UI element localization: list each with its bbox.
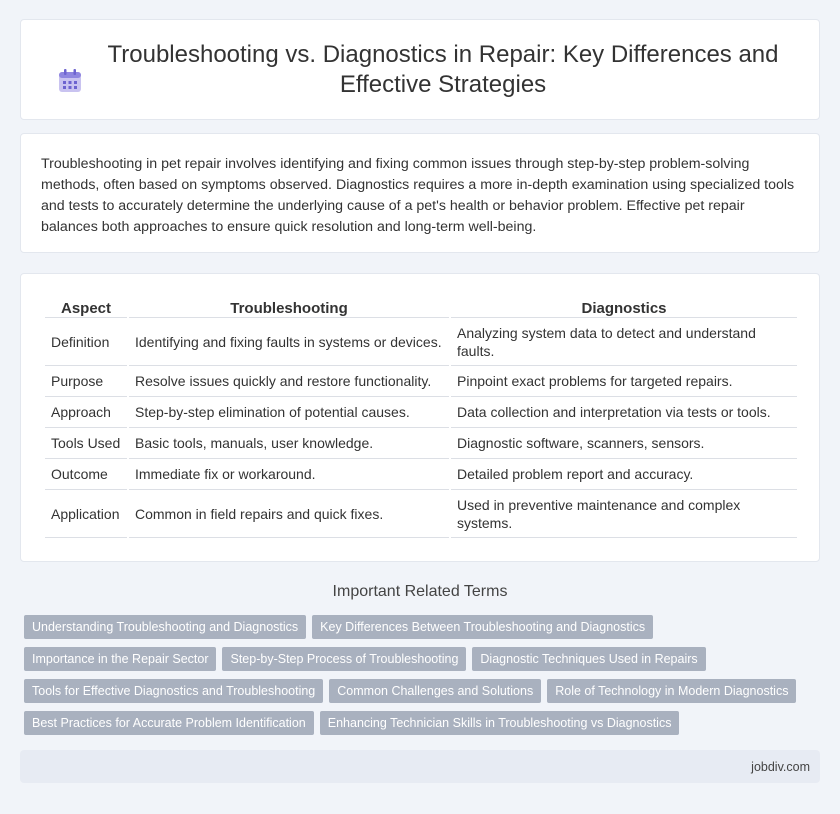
related-terms-list (24, 615, 804, 743)
intro-card (20, 133, 820, 253)
title-wrap (40, 40, 800, 100)
related-term-link[interactable]: Best Practices for Accurate Problem Identification (24, 711, 314, 735)
related-term-link[interactable]: Understanding Troubleshooting and Diagnostics (24, 615, 306, 639)
cell-diagnostics: Diagnostic software, scanners, sensors. (451, 428, 797, 459)
cell-diagnostics: Used in preventive maintenance and complex systems. (451, 490, 797, 538)
related-term-link[interactable]: Step-by-Step Process of Troubleshooting (222, 647, 466, 671)
cell-aspect: Purpose (45, 366, 127, 397)
cell-aspect: Outcome (45, 459, 127, 490)
table-row (45, 459, 797, 490)
header-troubleshooting: Troubleshooting (129, 296, 449, 318)
table-header-row (45, 296, 797, 318)
cell-troubleshooting: Resolve issues quickly and restore functionality. (129, 366, 449, 397)
related-term-link[interactable]: Common Challenges and Solutions (329, 679, 541, 703)
cell-diagnostics: Analyzing system data to detect and understand faults. (451, 318, 797, 366)
cell-aspect: Tools Used (45, 428, 127, 459)
table-row (45, 366, 797, 397)
table-row (45, 397, 797, 428)
related-term-link[interactable]: Diagnostic Techniques Used in Repairs (472, 647, 705, 671)
calendar-icon (57, 68, 83, 94)
table-row (45, 428, 797, 459)
comparison-card (20, 273, 820, 562)
cell-troubleshooting: Basic tools, manuals, user knowledge. (129, 428, 449, 459)
related-term-link[interactable]: Tools for Effective Diagnostics and Troubleshooting (24, 679, 323, 703)
page-title: Troubleshooting vs. Diagnostics in Repair: Key Differences and Effective Strategies (107, 40, 779, 98)
related-term-link[interactable]: Importance in the Repair Sector (24, 647, 216, 671)
related-term-link[interactable]: Enhancing Technician Skills in Troubleshooting vs Diagnostics (320, 711, 680, 735)
cell-aspect: Definition (45, 318, 127, 366)
cell-troubleshooting: Immediate fix or workaround. (129, 459, 449, 490)
cell-troubleshooting: Step-by-step elimination of potential causes. (129, 397, 449, 428)
table-row (45, 490, 797, 538)
header-card (20, 19, 820, 120)
header-aspect: Aspect (45, 296, 127, 318)
cell-troubleshooting: Identifying and fixing faults in systems or devices. (129, 318, 449, 366)
related-term-link[interactable]: Role of Technology in Modern Diagnostics (547, 679, 796, 703)
cell-diagnostics: Data collection and interpretation via tests or tools. (451, 397, 797, 428)
footer (20, 750, 820, 783)
related-term-link[interactable]: Key Differences Between Troubleshooting and Diagnostics (312, 615, 653, 639)
intro-text: Troubleshooting in pet repair involves identifying and fixing common issues through step-by-step problem-solving methods, often based on symptoms observed. Diagnostics requires a more in-depth examination using specialized tools and tests to accurately determine the underlying cause of a pet's health or behavior problem. Effective pet repair balances both approaches to ensure quick resolution and long-term well-being. (41, 156, 795, 235)
cell-troubleshooting: Common in field repairs and quick fixes. (129, 490, 449, 538)
cell-diagnostics: Pinpoint exact problems for targeted repairs. (451, 366, 797, 397)
cell-diagnostics: Detailed problem report and accuracy. (451, 459, 797, 490)
table-row (45, 318, 797, 366)
footer-site-link[interactable]: jobdiv.com (751, 759, 810, 774)
comparison-table (43, 296, 799, 538)
header-diagnostics: Diagnostics (451, 296, 797, 318)
related-terms-title: Important Related Terms (332, 583, 508, 600)
cell-aspect: Application (45, 490, 127, 538)
cell-aspect: Approach (45, 397, 127, 428)
